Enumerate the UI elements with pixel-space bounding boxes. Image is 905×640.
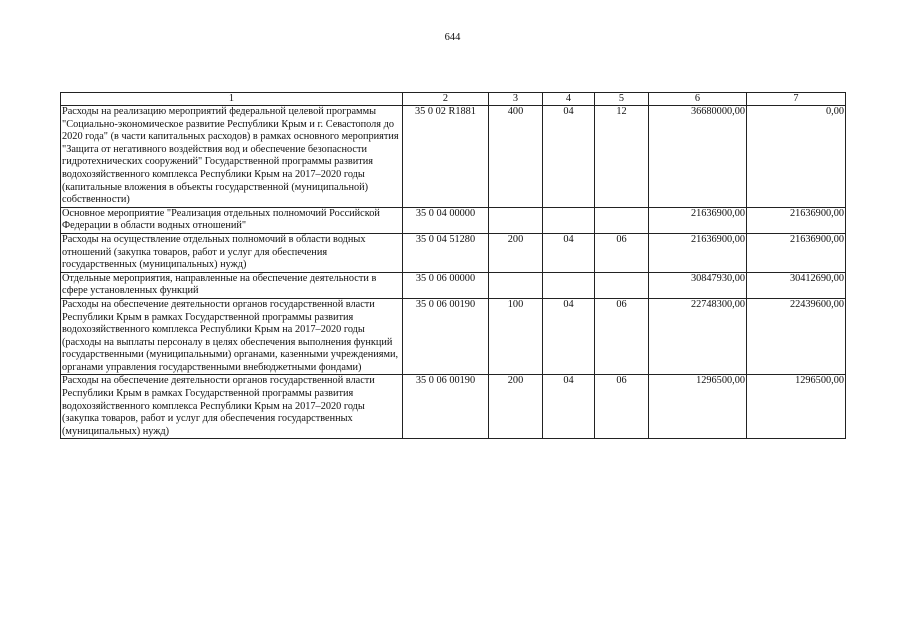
header-col-4: 4 bbox=[543, 93, 595, 106]
row-col-5: 06 bbox=[595, 233, 649, 272]
table-row bbox=[61, 298, 846, 375]
row-col-3 bbox=[489, 272, 543, 298]
row-code: 35 0 06 00000 bbox=[403, 272, 489, 298]
table-row bbox=[61, 207, 846, 233]
row-amount-6: 21636900,00 bbox=[649, 233, 747, 272]
row-code: 35 0 04 51280 bbox=[403, 233, 489, 272]
row-col-5: 06 bbox=[595, 298, 649, 375]
header-col-3: 3 bbox=[489, 93, 543, 106]
header-col-1: 1 bbox=[61, 93, 403, 106]
table-row bbox=[61, 233, 846, 272]
row-amount-7: 1296500,00 bbox=[747, 375, 846, 439]
row-col-5: 06 bbox=[595, 375, 649, 439]
row-amount-7: 30412690,00 bbox=[747, 272, 846, 298]
row-amount-6: 21636900,00 bbox=[649, 207, 747, 233]
row-col-3: 100 bbox=[489, 298, 543, 375]
row-col-5 bbox=[595, 272, 649, 298]
row-col-4: 04 bbox=[543, 375, 595, 439]
row-col-3: 400 bbox=[489, 106, 543, 208]
table-row bbox=[61, 106, 846, 208]
row-name: Расходы на реализацию мероприятий федеральной целевой программы "Социально-экономическое развитие Республики Крым и г. Севастополя до 2020 года" (в части капитальных расходов) в рамках основного мероприятия "Защита от негативного воздействия вод и обеспечение безопасности гидротехнических сооружений" Государственной программы развития водохозяйственного комплекса Республики Крым на 2017–2020 годы (капитальные вложения в объекты государственной (муниципальной) собственности) bbox=[61, 106, 403, 208]
row-name: Расходы на осуществление отдельных полномочий в области водных отношений (закупка товаров, работ и услуг для обеспечения государственных (муниципальных) нужд) bbox=[61, 233, 403, 272]
table-row bbox=[61, 375, 846, 439]
table-row bbox=[61, 272, 846, 298]
row-col-5: 12 bbox=[595, 106, 649, 208]
header-col-6: 6 bbox=[649, 93, 747, 106]
header-row bbox=[61, 93, 846, 106]
row-col-4 bbox=[543, 272, 595, 298]
row-code: 35 0 02 R1881 bbox=[403, 106, 489, 208]
row-amount-6: 22748300,00 bbox=[649, 298, 747, 375]
row-name: Основное мероприятие "Реализация отдельных полномочий Российской Федерации в области водных отношений" bbox=[61, 207, 403, 233]
row-col-3 bbox=[489, 207, 543, 233]
row-code: 35 0 06 00190 bbox=[403, 375, 489, 439]
row-amount-6: 36680000,00 bbox=[649, 106, 747, 208]
row-col-4: 04 bbox=[543, 233, 595, 272]
row-code: 35 0 06 00190 bbox=[403, 298, 489, 375]
header-col-7: 7 bbox=[747, 93, 846, 106]
row-name: Отдельные мероприятия, направленные на обеспечение деятельности в сфере установленных функций bbox=[61, 272, 403, 298]
row-col-4 bbox=[543, 207, 595, 233]
row-name: Расходы на обеспечение деятельности органов государственной власти Республики Крым в рамках Государственной программы развития водохозяйственного комплекса Республики Крым на 2017–2020 годы (расходы на выплаты персоналу в целях обеспечения выполнения функций государственными (муниципальными) органами, казенными учреждениями, органами управления государственными внебюджетными фондами) bbox=[61, 298, 403, 375]
row-amount-6: 30847930,00 bbox=[649, 272, 747, 298]
row-code: 35 0 04 00000 bbox=[403, 207, 489, 233]
row-amount-7: 0,00 bbox=[747, 106, 846, 208]
header-col-2: 2 bbox=[403, 93, 489, 106]
budget-table bbox=[60, 92, 846, 439]
row-amount-7: 21636900,00 bbox=[747, 207, 846, 233]
row-amount-7: 21636900,00 bbox=[747, 233, 846, 272]
row-col-5 bbox=[595, 207, 649, 233]
row-col-4: 04 bbox=[543, 298, 595, 375]
row-name: Расходы на обеспечение деятельности органов государственной власти Республики Крым в рамках Государственной программы развития водохозяйственного комплекса Республики Крым на 2017–2020 годы (закупка товаров, работ и услуг для обеспечения государственных (муниципальных) нужд) bbox=[61, 375, 403, 439]
row-col-4: 04 bbox=[543, 106, 595, 208]
row-col-3: 200 bbox=[489, 233, 543, 272]
page-number: 644 bbox=[444, 32, 461, 43]
header-col-5: 5 bbox=[595, 93, 649, 106]
row-col-3: 200 bbox=[489, 375, 543, 439]
row-amount-6: 1296500,00 bbox=[649, 375, 747, 439]
row-amount-7: 22439600,00 bbox=[747, 298, 846, 375]
